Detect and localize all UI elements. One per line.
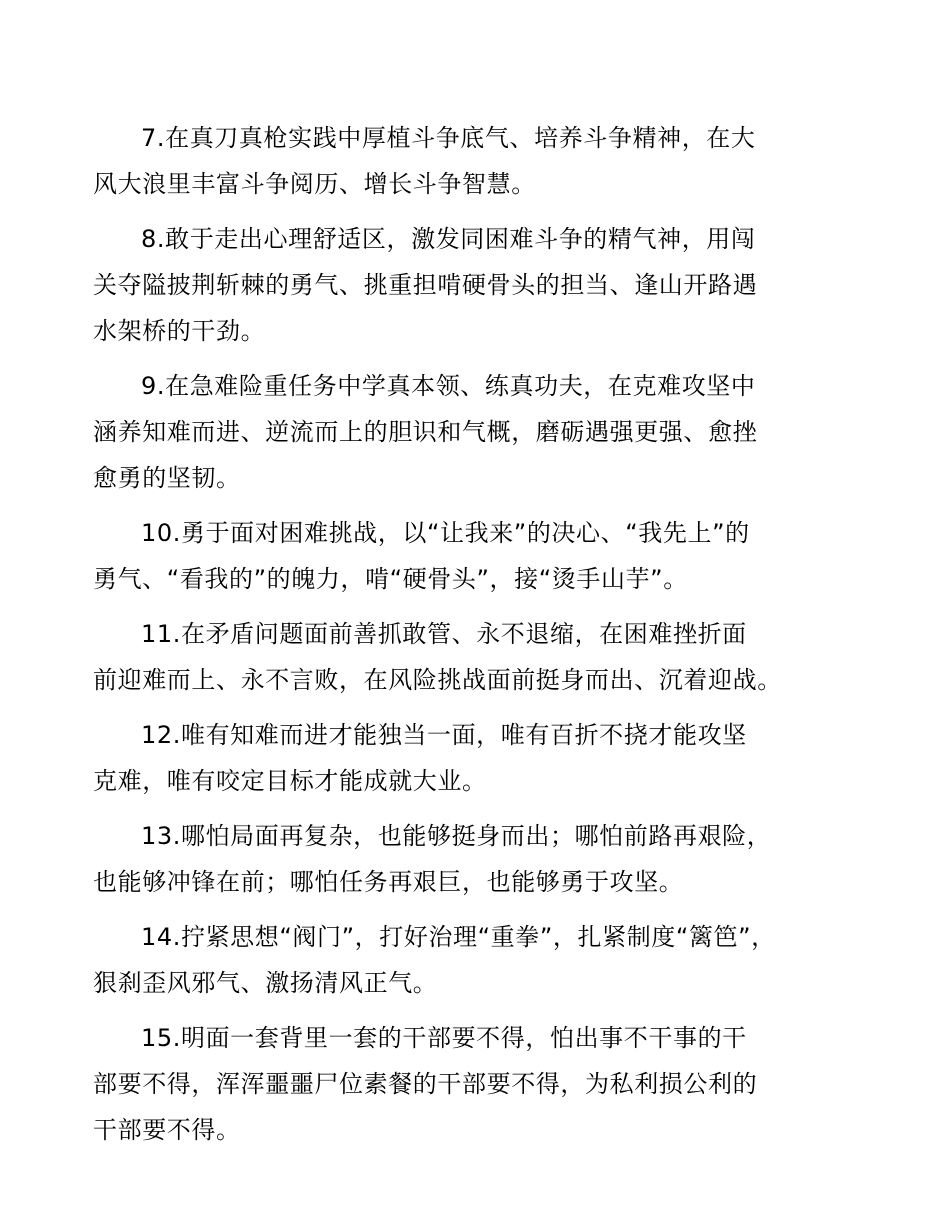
paragraph-line: 干部要不得。 (93, 1116, 241, 1144)
paragraph-7 (93, 115, 833, 207)
document-body (93, 115, 833, 1162)
paragraph-13 (93, 813, 833, 905)
paragraph-line: 也能够冲锋在前；哪怕任务再艰巨，也能够勇于攻坚。 (93, 868, 684, 896)
paragraph-line: 10.勇于面对困难挑战，以“让我来”的决心、“我先上”的 (141, 519, 750, 547)
paragraph-line: 风大浪里丰富斗争阅历、增长斗争智慧。 (93, 170, 536, 198)
paragraph-line: 部要不得，浑浑噩噩尸位素餐的干部要不得，为私利损公利的 (93, 1070, 758, 1098)
paragraph-14 (93, 914, 833, 1006)
paragraph-line: 涵养知难而进、逆流而上的胆识和气概，磨砺遇强更强、愈挫 (93, 418, 758, 446)
paragraph-line: 狠刹歪风邪气、激扬清风正气。 (93, 969, 438, 997)
paragraph-12 (93, 712, 833, 804)
paragraph-line: 11.在矛盾问题面前善抓敢管、永不退缩，在困难挫折面 (141, 620, 747, 648)
paragraph-line: 15.明面一套背里一套的干部要不得，怕出事不干事的干 (141, 1024, 747, 1052)
paragraph-15 (93, 1015, 833, 1153)
paragraph-line: 前迎难而上、永不言败，在风险挑战面前挺身而出、沉着迎战。 (93, 666, 782, 694)
paragraph-line: 勇气、“看我的”的魄力，啃“硬骨头”，接“烫手山芋”。 (93, 565, 688, 593)
paragraph-10 (93, 510, 833, 602)
paragraph-line: 愈勇的坚韧。 (93, 464, 241, 492)
paragraph-line: 关夺隘披荆斩棘的勇气、挑重担啃硬骨头的担当、逢山开路遇 (93, 271, 758, 299)
paragraph-line: 水架桥的干劲。 (93, 317, 266, 345)
paragraph-line: 9.在急难险重任务中学真本领、练真功夫，在克难攻坚中 (141, 372, 756, 400)
paragraph-line: 克难，唯有咬定目标才能成就大业。 (93, 767, 487, 795)
paragraph-line: 8.敢于走出心理舒适区，激发同困难斗争的精气神，用闯 (141, 225, 756, 253)
paragraph-8 (93, 216, 833, 354)
paragraph-11 (93, 611, 833, 703)
paragraph-line: 14.拧紧思想“阀门”，打好治理“重拳”，扎紧制度“篱笆”， (141, 923, 776, 951)
paragraph-line: 13.哪怕局面再复杂，也能够挺身而出；哪怕前路再艰险， (141, 822, 772, 850)
paragraph-line: 7.在真刀真枪实践中厚植斗争底气、培养斗争精神，在大 (141, 124, 756, 152)
paragraph-9 (93, 363, 833, 501)
paragraph-line: 12.唯有知难而进才能独当一面，唯有百折不挠才能攻坚 (141, 721, 747, 749)
